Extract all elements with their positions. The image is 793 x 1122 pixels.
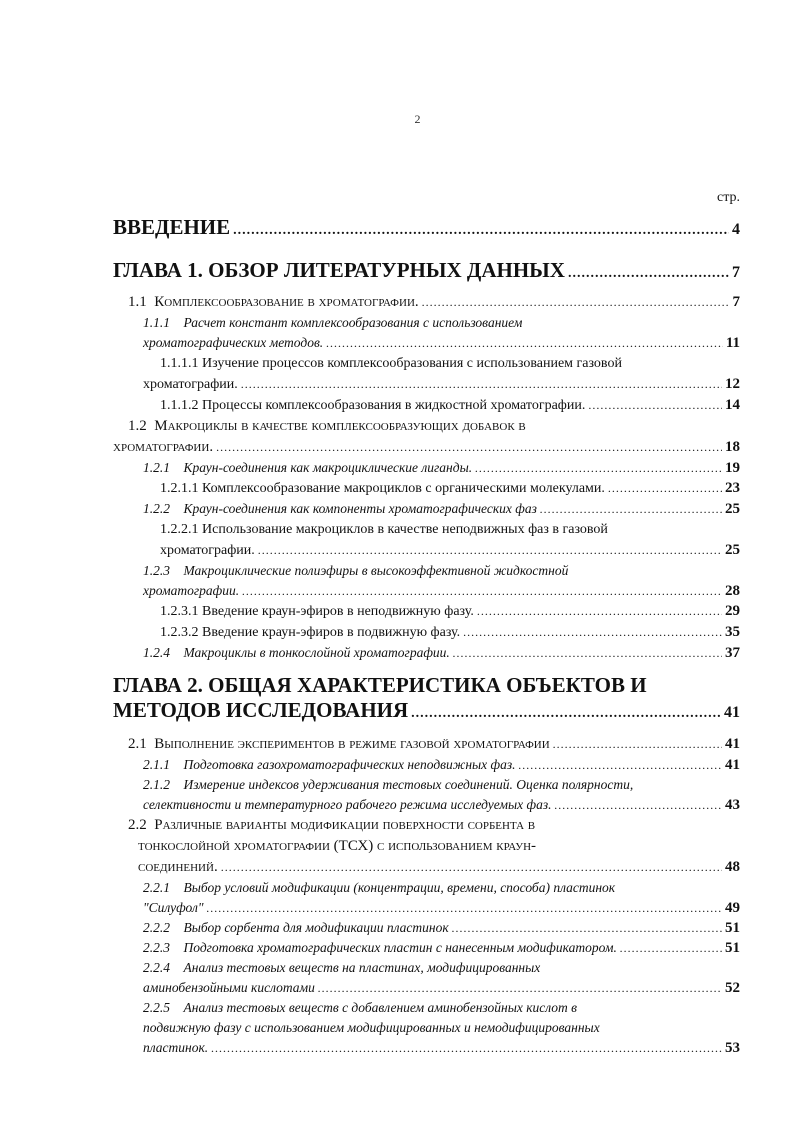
dot-leader	[453, 643, 722, 663]
toc-number: 1.2.2	[143, 501, 170, 516]
toc-number: 2.1	[128, 736, 147, 752]
toc-page: 53	[725, 1040, 740, 1056]
toc-entry-1-2-3[interactable]	[113, 561, 740, 601]
toc-page: 41	[725, 736, 740, 752]
toc-number: 2.2.5	[143, 1000, 170, 1015]
toc-page: 51	[725, 920, 740, 936]
toc-title-line-1: Расчет констант комплексообразования с использованием	[183, 315, 523, 330]
toc-title-line-3: пластинок.	[143, 1040, 209, 1055]
dot-leader	[477, 601, 722, 622]
toc-entry-1-2-3-1[interactable]	[113, 601, 740, 622]
toc-entry-1-2-3-2[interactable]	[113, 622, 740, 643]
table-of-contents	[113, 210, 740, 1058]
toc-page: 12	[725, 376, 740, 392]
toc-title: Комплексообразование в хроматографии.	[154, 294, 419, 310]
dot-leader	[207, 898, 723, 918]
dot-leader	[242, 581, 722, 601]
toc-title-line-1: Анализ тестовых веществ на пластинах, модифицированных	[183, 960, 541, 975]
toc-entry-1-2-1[interactable]	[113, 458, 740, 478]
toc-entry-2-2-5[interactable]	[113, 998, 740, 1058]
dot-leader	[411, 701, 721, 726]
dot-leader	[608, 478, 722, 499]
toc-entry-2-2-4[interactable]	[113, 958, 740, 998]
dot-leader	[326, 333, 723, 353]
toc-title-line-1: Макроциклы в качестве комплексообразующих добавок в	[154, 418, 526, 434]
toc-title-line-2: подвижную фазу с использованием модифицированных и немодифицированных	[143, 1020, 600, 1035]
toc-entry-2-1-1[interactable]	[113, 755, 740, 775]
toc-entry-2-1[interactable]	[113, 734, 740, 755]
toc-title: Выполнение экспериментов в режиме газовой хроматографии	[154, 736, 550, 752]
toc-page: 35	[725, 624, 740, 640]
dot-leader	[216, 437, 722, 458]
dot-leader	[519, 755, 722, 775]
toc-entry-2-2-1[interactable]	[113, 878, 740, 918]
toc-title: Краун-соединения как макроциклические лиганды.	[183, 460, 473, 475]
dot-leader	[422, 292, 730, 313]
toc-entry-2-2-3[interactable]	[113, 938, 740, 958]
toc-page: 7	[732, 264, 740, 281]
toc-entry-1-1-1-1[interactable]	[113, 353, 740, 395]
toc-number: 2.2.1	[143, 880, 170, 895]
toc-page: 25	[725, 501, 740, 517]
toc-entry-1-2-4[interactable]	[113, 643, 740, 663]
toc-page: 25	[725, 542, 740, 558]
toc-entry-1-2-2-1[interactable]	[113, 519, 740, 561]
toc-entry-intro[interactable]	[113, 214, 740, 244]
dot-leader	[463, 622, 722, 643]
toc-page: 41	[725, 757, 740, 773]
toc-entry-chapter-1[interactable]	[113, 258, 740, 286]
toc-page: 49	[725, 900, 740, 916]
toc-entry-1-1-1[interactable]	[113, 313, 740, 353]
toc-title-line-2: хроматографии.	[143, 377, 238, 392]
toc-entry-2-2[interactable]	[113, 815, 740, 878]
toc-title: 1.2.3.2 Введение краун-эфиров в подвижную фазу.	[160, 625, 461, 640]
toc-title: Подготовка газохроматографических неподвижных фаз.	[183, 757, 516, 772]
toc-title-line-1: 1.2.2.1 Использование макроциклов в качестве неподвижных фаз в газовой	[160, 522, 608, 537]
toc-title: 1.2.3.1 Введение краун-эфиров в неподвижную фазу.	[160, 604, 474, 619]
dot-leader	[221, 857, 722, 878]
dot-leader	[553, 734, 722, 755]
toc-number: 2.2.2	[143, 920, 170, 935]
dot-leader	[475, 458, 722, 478]
toc-number: 2.2	[128, 817, 147, 833]
toc-title: Макроциклы в тонкослойной хроматографии.	[183, 645, 450, 660]
toc-page: 43	[725, 797, 740, 813]
toc-title-line-2: селективности и температурного рабочего режима исследуемых фаз.	[143, 797, 552, 812]
toc-entry-1-1-1-2[interactable]	[113, 395, 740, 416]
toc-title-line-1: Анализ тестовых веществ с добавлением аминобензойных кислот в	[183, 1000, 578, 1015]
toc-page: 52	[725, 980, 740, 996]
toc-number: 1.2.3	[143, 563, 170, 578]
toc-page: 41	[724, 704, 740, 721]
dot-leader	[588, 395, 722, 416]
toc-title-line-2: хроматографии.	[160, 543, 255, 558]
toc-title-line-1: 1.1.1.1 Изучение процессов комплексообразования с использованием газовой	[160, 356, 622, 371]
toc-title-line-1: Измерение индексов удерживания тестовых соединений. Оценка полярности,	[183, 777, 634, 792]
toc-page: 29	[725, 603, 740, 619]
toc-number: 1.2.4	[143, 645, 170, 660]
toc-page: 48	[725, 859, 740, 875]
toc-title-line-1: Макроциклические полиэфиры в высокоэффективной жидкостной	[183, 563, 569, 578]
toc-title: ГЛАВА 1. ОБЗОР ЛИТЕРАТУРНЫХ ДАННЫХ	[113, 258, 565, 282]
toc-number: 1.2.1	[143, 460, 170, 475]
toc-title-line-2: тонкослойной хроматографии (ТСХ) с использованием краун-	[138, 838, 537, 854]
dot-leader	[258, 540, 722, 561]
dot-leader	[452, 918, 722, 938]
toc-title: 1.1.1.2 Процессы комплексообразования в жидкостной хроматографии.	[160, 398, 586, 413]
toc-title-line-1: ГЛАВА 2. ОБЩАЯ ХАРАКТЕРИСТИКА ОБЪЕКТОВ И	[113, 673, 647, 697]
toc-title: 1.2.1.1 Комплексообразование макроциклов с органическими молекулами.	[160, 481, 605, 496]
toc-title-line-3: соединений.	[138, 859, 218, 875]
toc-page: 4	[732, 221, 740, 238]
toc-entry-2-2-2[interactable]	[113, 918, 740, 938]
toc-title-line-2: МЕТОДОВ ИССЛЕДОВАНИЯ	[113, 698, 409, 722]
toc-page: 18	[725, 439, 740, 455]
dot-leader	[233, 218, 729, 244]
toc-entry-1-2-2[interactable]	[113, 499, 740, 519]
toc-page: 14	[725, 397, 740, 413]
toc-title-line-2: хроматографических методов.	[143, 335, 324, 350]
toc-title: Выбор сорбента для модификации пластинок	[183, 920, 449, 935]
toc-page: 7	[732, 294, 740, 310]
toc-number: 1.1.1	[143, 315, 170, 330]
toc-title: Подготовка хроматографических пластин с нанесенным модификатором.	[183, 940, 617, 955]
page-number: 2	[414, 112, 421, 126]
toc-entry-1-2[interactable]	[113, 416, 740, 458]
toc-number: 2.1.2	[143, 777, 170, 792]
dot-leader	[540, 499, 722, 519]
toc-title: ВВЕДЕНИЕ	[113, 215, 231, 239]
toc-entry-1-1[interactable]	[113, 292, 740, 313]
dot-leader	[241, 374, 722, 395]
toc-number: 1.2	[128, 418, 147, 434]
toc-title-line-1: Различные варианты модификации поверхности сорбента в	[154, 817, 536, 833]
toc-title-line-2: аминобензойными кислотами	[143, 980, 315, 995]
toc-page: 28	[725, 583, 740, 599]
toc-page: 23	[725, 480, 740, 496]
dot-leader	[318, 978, 722, 998]
toc-number: 2.2.3	[143, 940, 170, 955]
toc-title-line-2: хроматографии.	[143, 583, 240, 598]
toc-page: 11	[725, 335, 740, 351]
dot-leader	[211, 1038, 722, 1058]
toc-title-line-2: хроматографии.	[113, 439, 214, 455]
pages-column-label: стр.	[717, 190, 741, 205]
dot-leader	[568, 261, 729, 286]
toc-entry-chapter-2[interactable]	[113, 673, 740, 726]
toc-title-line-2: "Силуфол"	[143, 900, 204, 915]
toc-page: 37	[725, 645, 740, 661]
toc-page: 51	[725, 940, 740, 956]
toc-entry-2-1-2[interactable]	[113, 775, 740, 815]
toc-number: 2.1.1	[143, 757, 170, 772]
toc-title-line-1: Выбор условий модификации (концентрации, времени, способа) пластинок	[183, 880, 616, 895]
toc-title: Краун-соединения как компоненты хроматографических фаз	[183, 501, 537, 516]
toc-entry-1-2-1-1[interactable]	[113, 478, 740, 499]
dot-leader	[555, 795, 722, 815]
toc-number: 1.1	[128, 294, 147, 310]
dot-leader	[620, 938, 722, 958]
toc-page: 19	[725, 460, 740, 476]
toc-number: 2.2.4	[143, 960, 170, 975]
